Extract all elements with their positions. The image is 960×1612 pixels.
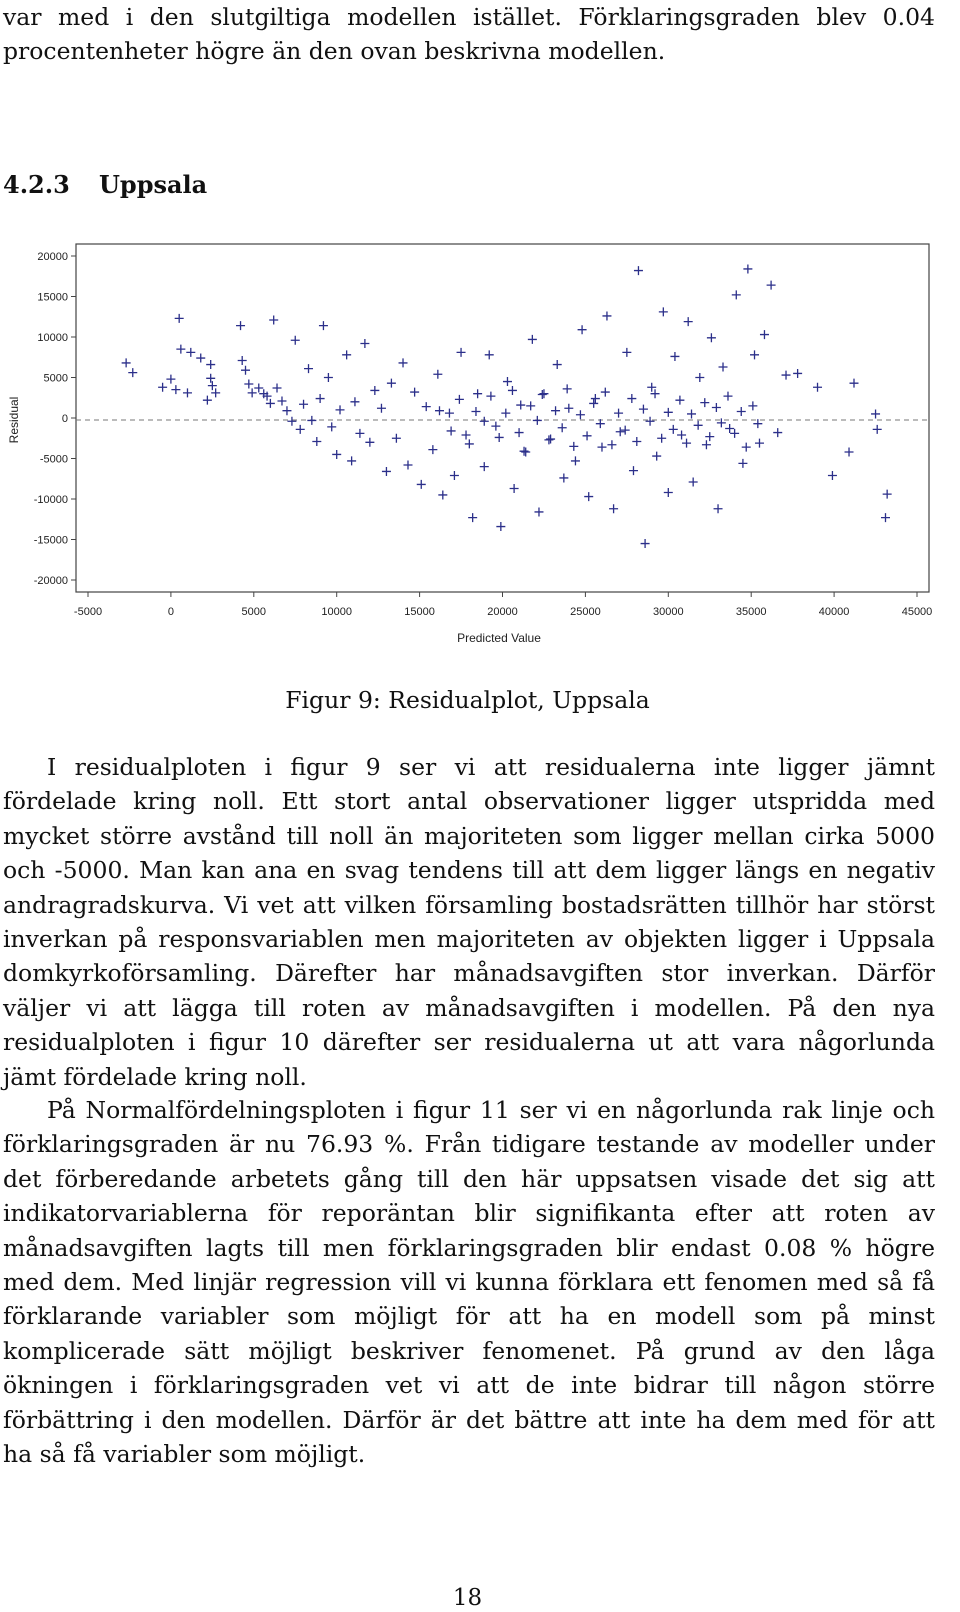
data-point: [435, 406, 444, 415]
x-tick-label: 0: [167, 606, 174, 618]
x-tick-label: 25000: [570, 606, 601, 618]
data-point: [616, 427, 625, 436]
data-point: [350, 397, 359, 406]
data-point: [597, 443, 606, 452]
data-point: [571, 456, 580, 465]
data-point: [657, 434, 666, 443]
data-point: [712, 403, 721, 412]
data-point: [563, 384, 572, 393]
data-point: [122, 358, 131, 367]
data-point: [360, 339, 369, 348]
data-point: [609, 504, 618, 513]
data-point: [206, 360, 215, 369]
x-tick-label: 40000: [818, 606, 850, 618]
data-point: [254, 384, 263, 393]
data-point: [403, 460, 412, 469]
data-point: [760, 330, 769, 339]
data-point: [596, 419, 605, 428]
data-point: [445, 409, 454, 418]
y-tick-label: 15000: [37, 291, 68, 304]
data-point: [203, 396, 212, 405]
data-point: [589, 399, 598, 408]
data-point: [659, 307, 668, 316]
data-point: [422, 402, 431, 411]
data-point: [327, 422, 336, 431]
data-point: [559, 473, 568, 482]
data-point: [196, 354, 205, 363]
data-point: [176, 345, 185, 354]
section-number: 4.2.3: [3, 170, 70, 199]
data-point: [607, 440, 616, 449]
data-point: [387, 379, 396, 388]
data-point: [845, 448, 854, 457]
data-point: [336, 405, 345, 414]
data-point: [564, 404, 573, 413]
data-point: [538, 390, 547, 399]
data-point: [533, 416, 542, 425]
data-point: [742, 443, 751, 452]
data-point: [491, 422, 500, 431]
data-point: [723, 392, 732, 401]
y-tick-label: 0: [61, 413, 68, 425]
data-point: [705, 432, 714, 441]
y-axis-label: Residual: [7, 396, 21, 444]
data-point: [480, 417, 489, 426]
data-point: [684, 317, 693, 326]
data-point: [175, 314, 184, 323]
x-tick-label: 35000: [735, 606, 767, 618]
data-point: [392, 434, 401, 443]
data-point: [753, 419, 762, 428]
data-point: [324, 373, 333, 382]
data-point: [501, 409, 510, 418]
data-point: [639, 405, 648, 414]
data-point: [714, 504, 723, 513]
data-point: [166, 375, 175, 384]
data-point: [732, 290, 741, 299]
data-point: [365, 438, 374, 447]
data-point: [669, 425, 678, 434]
data-point: [641, 539, 650, 548]
residual-plot: [0, 240, 935, 650]
data-point: [629, 466, 638, 475]
data-point: [462, 431, 471, 440]
data-point: [873, 425, 882, 434]
data-point: [583, 431, 592, 440]
data-point: [287, 417, 296, 426]
paragraph-1: I residualploten i figur 9 ser vi att residualerna inte ligger jämnt fördelade kring noll. Ett stort antal observationer ligger utspridda med mycket större avstånd till noll än majoriteten som ligger mellan cirka 5000 och -5000. Man kan ana en svag tendens till att dem ligger längs en negativ andragradskurva. Vi vet att vilken församling bostadsrätten tillhör har störst inverkan på responsvariablen men majoriteten av objekten ligger i Uppsala domkyrkoförsamling. Därefter har månadsavgiften stor inverkan. Därför väljer vi att lägga till roten av månadsavgiften i modellen. På den nya residualploten i figur 10 därefter ser residualerna ut att vara någorlunda jämt fördelade kring noll.: [3, 753, 935, 1091]
data-point: [591, 394, 600, 403]
data-point: [515, 428, 524, 437]
y-tick-label: -10000: [33, 494, 68, 506]
data-point: [849, 379, 858, 388]
data-points: [122, 264, 892, 548]
data-point: [700, 398, 709, 407]
data-point: [238, 356, 247, 365]
data-point: [526, 401, 535, 410]
data-point: [546, 435, 555, 444]
data-point: [410, 388, 419, 397]
data-point: [399, 358, 408, 367]
data-point: [750, 350, 759, 359]
data-point: [569, 442, 578, 451]
data-point: [634, 266, 643, 275]
data-point: [828, 471, 837, 480]
data-point: [702, 440, 711, 449]
data-point: [510, 484, 519, 493]
data-point: [614, 409, 623, 418]
data-point: [495, 433, 504, 442]
data-point: [450, 471, 459, 480]
data-point: [244, 379, 253, 388]
data-point: [632, 437, 641, 446]
x-axis: [74, 592, 932, 618]
data-point: [186, 348, 195, 357]
data-point: [793, 369, 802, 378]
data-point: [447, 426, 456, 435]
data-point: [576, 410, 585, 419]
data-point: [273, 384, 282, 393]
data-point: [578, 325, 587, 334]
data-point: [332, 450, 341, 459]
data-point: [677, 431, 686, 440]
data-point: [539, 389, 548, 398]
data-point: [158, 383, 167, 392]
data-point: [236, 321, 245, 330]
y-tick-label: -5000: [39, 453, 68, 466]
data-point: [316, 394, 325, 403]
data-point: [773, 428, 782, 437]
plot-frame: [76, 244, 929, 592]
data-point: [370, 386, 379, 395]
data-point: [730, 429, 739, 438]
section-title: Uppsala: [99, 170, 208, 199]
page-number: 18: [452, 1585, 483, 1611]
data-point: [206, 374, 215, 383]
data-point: [782, 371, 791, 380]
data-point: [183, 388, 192, 397]
y-tick-label: 10000: [37, 332, 68, 344]
data-point: [520, 447, 529, 456]
data-point: [496, 522, 505, 531]
data-point: [621, 426, 630, 435]
data-point: [725, 424, 734, 433]
data-point: [528, 335, 537, 344]
data-point: [480, 462, 489, 471]
data-point: [248, 388, 257, 397]
data-point: [516, 401, 525, 410]
data-point: [433, 370, 442, 379]
data-point: [457, 348, 466, 357]
x-tick-label: 45000: [901, 606, 933, 618]
y-tick-label: -20000: [33, 575, 68, 587]
data-point: [719, 362, 728, 371]
section-heading: [3, 170, 207, 199]
data-point: [534, 507, 543, 516]
data-point: [471, 407, 480, 416]
data-point: [755, 439, 764, 448]
x-tick-label: 10000: [321, 606, 352, 618]
data-point: [417, 480, 426, 489]
x-tick-label: 5000: [241, 606, 267, 618]
data-point: [299, 400, 308, 409]
data-point: [883, 490, 892, 499]
data-point: [382, 467, 391, 476]
data-point: [307, 416, 316, 425]
data-point: [813, 383, 822, 392]
data-point: [694, 421, 703, 430]
data-point: [277, 396, 286, 405]
data-point: [468, 513, 477, 522]
figure-caption: Figur 9: Residualplot, Uppsala: [285, 686, 650, 714]
data-point: [282, 406, 291, 415]
data-point: [465, 439, 474, 448]
data-point: [319, 321, 328, 330]
x-tick-label: -5000: [73, 606, 103, 618]
data-point: [312, 437, 321, 446]
intro-text: var med i den slutgiltiga modellen istället. Förklaringsgraden blev 0.04 procentenheter högre än den ovan beskrivna modellen.: [3, 3, 935, 66]
data-point: [584, 492, 593, 501]
data-point: [664, 488, 673, 497]
data-point: [128, 368, 137, 377]
data-point: [521, 448, 530, 457]
data-point: [355, 429, 364, 438]
data-point: [544, 435, 553, 444]
data-point: [622, 348, 631, 357]
data-point: [767, 281, 776, 290]
y-axis: [34, 251, 76, 587]
data-point: [664, 408, 673, 417]
data-point: [689, 477, 698, 486]
data-point: [455, 395, 464, 404]
data-point: [646, 417, 655, 426]
data-point: [291, 336, 300, 345]
data-point: [485, 350, 494, 359]
x-tick-label: 15000: [404, 606, 435, 618]
data-point: [602, 311, 611, 320]
data-point: [743, 264, 752, 273]
data-point: [748, 401, 757, 410]
data-point: [304, 364, 313, 373]
data-point: [871, 409, 880, 418]
data-point: [428, 445, 437, 454]
data-point: [670, 352, 679, 361]
x-axis-label: Predicted Value: [457, 631, 541, 645]
data-point: [241, 366, 250, 375]
data-point: [508, 386, 517, 395]
y-tick-label: 5000: [43, 372, 68, 385]
data-point: [171, 385, 180, 394]
data-point: [682, 439, 691, 448]
data-point: [558, 423, 567, 432]
data-point: [687, 409, 696, 418]
paragraph-2: På Normalfördelningsploten i figur 11 ser vi en någorlunda rak linje och förklaringsgraden är nu 76.93 %. Från tidigare testande av modeller under det förberedande arbetets gång till den här uppsatsen visade det sig att indikatorvariablerna för reporäntan blir signifikanta efter att roten av månadsavgiften lagts till men förklaringsgraden blir endast 0.08 % högre med dem. Med linjär regression vill vi kunna förklara ett fenomen med så få förklarande variabler som möjligt för att ha en modell som på minst komplicerade sätt möjligt beskriver fenomenet. På grund av den låga ökningen i förklaringsgraden vet vi att de inte bidrar till någon större förbättring i den modellen. Därför är det bättre att inte ha dem med för att ha så få variabler som möjligt.: [3, 1096, 935, 1469]
data-point: [707, 333, 716, 342]
data-point: [347, 456, 356, 465]
y-tick-label: -15000: [33, 534, 68, 547]
data-point: [503, 377, 512, 386]
data-point: [486, 392, 495, 401]
data-point: [737, 407, 746, 416]
data-point: [675, 396, 684, 405]
data-point: [652, 452, 661, 461]
data-point: [601, 388, 610, 397]
data-point: [551, 406, 560, 415]
data-point: [377, 404, 386, 413]
y-tick-label: 20000: [37, 251, 68, 263]
data-point: [627, 394, 636, 403]
data-point: [881, 513, 890, 522]
data-point: [738, 459, 747, 468]
data-point: [553, 360, 562, 369]
data-point: [342, 350, 351, 359]
data-point: [695, 373, 704, 382]
data-point: [473, 389, 482, 398]
data-point: [269, 315, 278, 324]
x-tick-label: 20000: [487, 606, 518, 618]
data-point: [438, 490, 447, 499]
x-tick-label: 30000: [653, 606, 684, 618]
data-point: [296, 425, 305, 434]
